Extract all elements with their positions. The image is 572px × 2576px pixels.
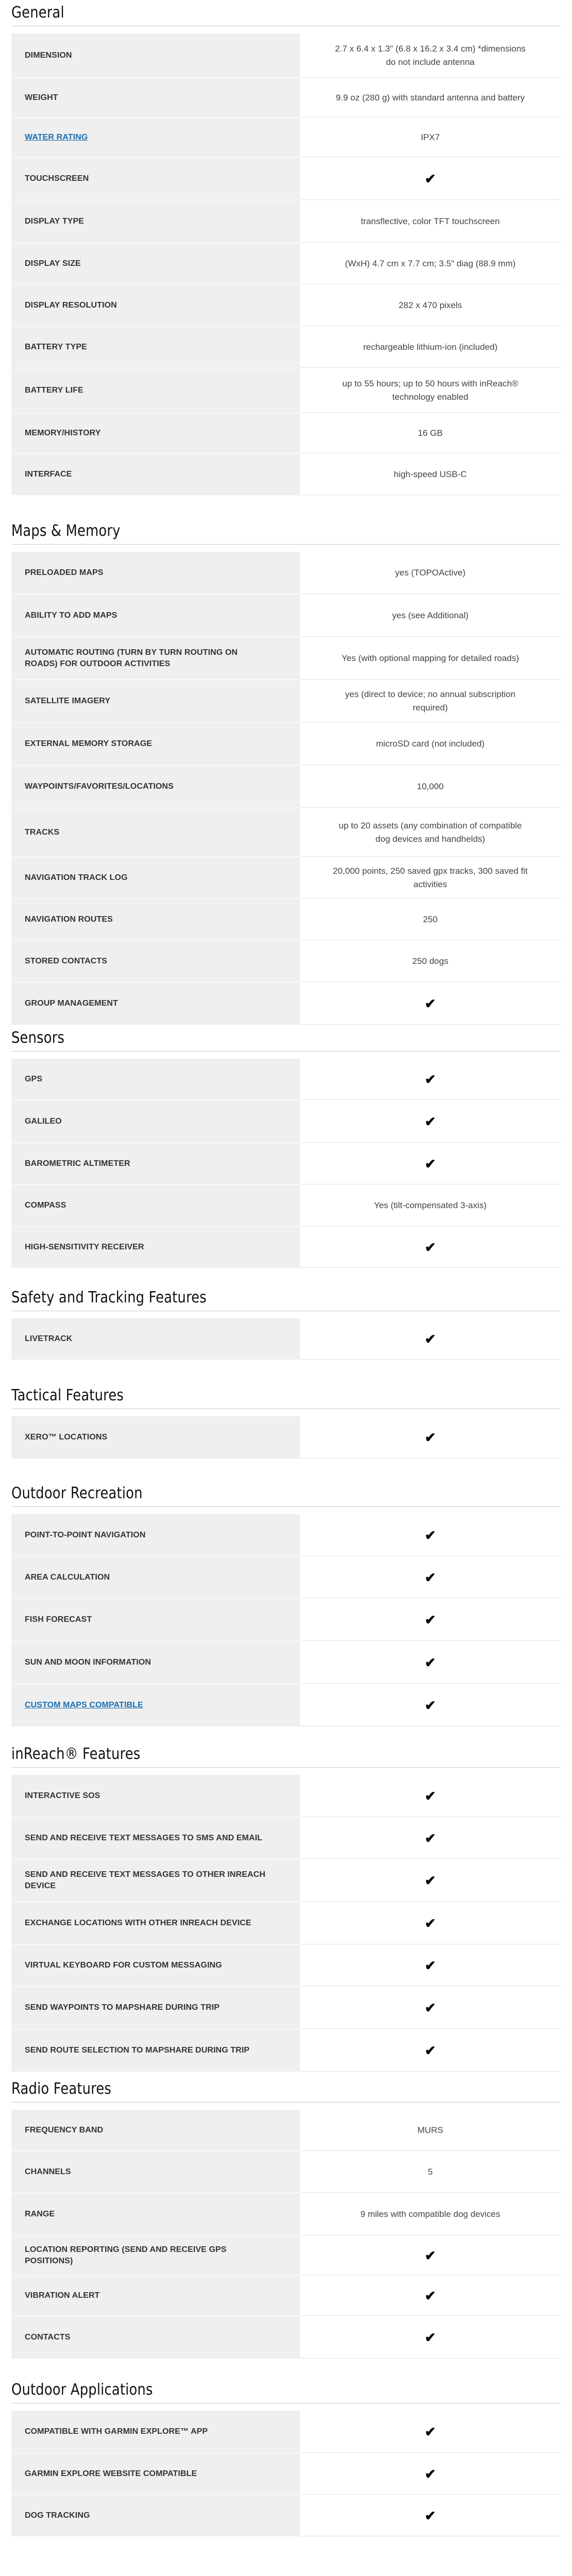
spec-label-text: WEIGHT — [25, 93, 58, 102]
spec-value — [300, 766, 561, 808]
spec-value-text: microSD card (not included) — [376, 738, 485, 749]
spec-label — [11, 1859, 300, 1902]
spec-section — [11, 1288, 561, 1360]
spec-label-text: DOG TRACKING — [25, 2511, 90, 2520]
spec-label — [11, 33, 300, 78]
section-divider — [11, 1506, 561, 1507]
checkmark-icon: ✔ — [425, 2287, 436, 2303]
spec-row — [11, 2411, 561, 2453]
spec-value-text: 9.9 oz (280 g) with standard antenna and battery — [335, 92, 525, 103]
spec-label-text: LIVETRACK — [25, 1334, 73, 1343]
spec-label-text: TRACKS — [25, 828, 60, 837]
checkmark-icon: ✔ — [425, 1872, 436, 1888]
section-title: Outdoor Applications — [11, 2381, 153, 2399]
spec-label — [11, 78, 300, 117]
spec-label — [11, 2316, 300, 2359]
spec-section — [11, 1744, 561, 2072]
spec-row — [11, 118, 561, 158]
spec-label-text: FISH FORECAST — [25, 1615, 92, 1624]
spec-value — [300, 158, 561, 200]
spec-label-text: ABILITY TO ADD MAPS — [25, 611, 117, 620]
spec-label — [11, 1100, 300, 1143]
checkmark-icon: ✔ — [425, 1156, 436, 1172]
checkmark-icon: ✔ — [425, 1239, 436, 1255]
spec-table — [11, 2110, 561, 2359]
spec-label — [11, 1641, 300, 1684]
spec-label-text: SEND AND RECEIVE TEXT MESSAGES TO OTHER INREACH DEVICE — [25, 1870, 265, 1890]
checkmark-icon: ✔ — [425, 1113, 436, 1129]
spec-label — [11, 1599, 300, 1641]
spec-value — [300, 33, 561, 78]
spec-value-text: 5 — [428, 2166, 433, 2177]
spec-row — [11, 1902, 561, 1945]
spec-label — [11, 1416, 300, 1459]
spec-table — [11, 1514, 561, 1727]
spec-value — [300, 2029, 561, 2072]
spec-value — [300, 118, 561, 157]
spec-value — [300, 368, 561, 413]
spec-row — [11, 595, 561, 637]
spec-label-text: VIRTUAL KEYBOARD FOR CUSTOM MESSAGING — [25, 1961, 222, 1970]
spec-row — [11, 1945, 561, 1987]
spec-label — [11, 1143, 300, 1184]
spec-value — [300, 285, 561, 326]
spec-row — [11, 368, 561, 413]
spec-row — [11, 899, 561, 941]
spec-row — [11, 2453, 561, 2495]
section-title: Sensors — [11, 1029, 65, 1047]
spec-value-text: high-speed USB-C — [394, 469, 467, 479]
section-title: Maps & Memory — [11, 522, 121, 540]
spec-value-text: yes (direct to device; no annual subscription required) — [345, 689, 516, 713]
spec-label — [11, 680, 300, 722]
spec-value — [300, 1557, 561, 1598]
checkmark-icon: ✔ — [425, 1071, 436, 1087]
spec-value — [300, 78, 561, 117]
spec-label — [11, 941, 300, 982]
spec-value — [300, 1902, 561, 1944]
spec-row — [11, 723, 561, 766]
spec-label-text: DIMENSION — [25, 51, 72, 60]
spec-label — [11, 857, 300, 899]
spec-value-text: 16 GB — [417, 428, 443, 438]
spec-label — [11, 1987, 300, 2029]
spec-row — [11, 1775, 561, 1818]
spec-row — [11, 1684, 561, 1727]
spec-row — [11, 1059, 561, 1100]
spec-row — [11, 454, 561, 496]
spec-label-text: NAVIGATION ROUTES — [25, 915, 113, 924]
spec-row — [11, 808, 561, 857]
spec-label-link[interactable]: CUSTOM MAPS COMPATIBLE — [25, 1701, 143, 1709]
spec-value — [300, 1641, 561, 1684]
spec-value — [300, 982, 561, 1025]
spec-row — [11, 327, 561, 368]
spec-value — [300, 1684, 561, 1726]
spec-value — [300, 1775, 561, 1817]
spec-label — [11, 454, 300, 495]
spec-section — [11, 521, 561, 1025]
spec-value — [300, 723, 561, 765]
spec-label — [11, 1227, 300, 1268]
spec-label — [11, 1945, 300, 1986]
spec-label-text: HIGH-SENSITIVITY RECEIVER — [25, 1243, 144, 1251]
spec-label-text: VIBRATION ALERT — [25, 2291, 100, 2300]
spec-row — [11, 78, 561, 118]
spec-value — [300, 2110, 561, 2151]
checkmark-icon: ✔ — [425, 995, 436, 1011]
spec-label-text: GROUP MANAGEMENT — [25, 999, 118, 1008]
spec-value — [300, 1100, 561, 1143]
spec-value — [300, 680, 561, 722]
spec-label — [11, 2453, 300, 2495]
spec-label-text: DISPLAY SIZE — [25, 259, 81, 268]
spec-row — [11, 413, 561, 454]
spec-label-text: WAYPOINTS/FAVORITES/LOCATIONS — [25, 782, 174, 791]
spec-value-text: up to 55 hours; up to 50 hours with inReach® technology enabled — [342, 378, 518, 402]
section-title: Tactical Features — [11, 1386, 124, 1404]
spec-value-text: 250 — [423, 914, 438, 924]
spec-label — [11, 243, 300, 284]
spec-label-text: DISPLAY TYPE — [25, 217, 85, 226]
spec-label-text: GARMIN EXPLORE WEBSITE COMPATIBLE — [25, 2469, 197, 2478]
spec-label-text: STORED CONTACTS — [25, 957, 108, 965]
spec-row — [11, 1227, 561, 1268]
spec-value-text: (WxH) 4.7 cm x 7.7 cm; 3.5" diag (88.9 mm) — [345, 258, 516, 268]
section-title: inReach® Features — [11, 1745, 141, 1763]
spec-label-text: SEND ROUTE SELECTION TO MAPSHARE DURING TRIP — [25, 2046, 250, 2055]
spec-label — [11, 368, 300, 413]
spec-label-text: AREA CALCULATION — [25, 1573, 110, 1582]
spec-value — [300, 857, 561, 899]
spec-label-text: COMPATIBLE WITH GARMIN EXPLORE™ APP — [25, 2427, 208, 2436]
spec-label — [11, 1514, 300, 1556]
spec-value-text: 20,000 points, 250 saved gpx tracks, 300 saved fit activities — [332, 866, 528, 889]
section-divider — [11, 1051, 561, 1052]
spec-table — [11, 33, 561, 496]
spec-row — [11, 1514, 561, 1557]
spec-label — [11, 1185, 300, 1226]
spec-label-text: INTERACTIVE SOS — [25, 1791, 100, 1800]
spec-value — [300, 1059, 561, 1100]
spec-row — [11, 2029, 561, 2072]
checkmark-icon: ✔ — [425, 1612, 436, 1628]
spec-row — [11, 2276, 561, 2316]
checkmark-icon: ✔ — [425, 2329, 436, 2345]
checkmark-icon: ✔ — [425, 2247, 436, 2263]
spec-label-text: RANGE — [25, 2210, 55, 2218]
spec-table — [11, 1318, 561, 1360]
spec-label — [11, 766, 300, 808]
spec-label-text: FREQUENCY BAND — [25, 2126, 104, 2134]
spec-row — [11, 243, 561, 285]
spec-label-text: CONTACTS — [25, 2333, 71, 2342]
spec-row — [11, 1599, 561, 1641]
spec-table — [11, 552, 561, 1025]
spec-label-text: EXTERNAL MEMORY STORAGE — [25, 739, 153, 748]
spec-value — [300, 1599, 561, 1641]
spec-label — [11, 2193, 300, 2235]
spec-value — [300, 2276, 561, 2316]
spec-value — [300, 2236, 561, 2275]
spec-label — [11, 2236, 300, 2275]
spec-value — [300, 637, 561, 680]
spec-label-text: GPS — [25, 1075, 43, 1083]
spec-label-text: GALILEO — [25, 1117, 62, 1126]
spec-value-text: transflective, color TFT touchscreen — [361, 216, 500, 226]
spec-label — [11, 1684, 300, 1726]
spec-row — [11, 941, 561, 982]
checkmark-icon: ✔ — [425, 1331, 436, 1347]
spec-label-text: SATELLITE IMAGERY — [25, 697, 111, 705]
spec-label-text: POINT-TO-POINT NAVIGATION — [25, 1531, 146, 1539]
section-title: General — [11, 4, 64, 22]
spec-table — [11, 1775, 561, 2072]
spec-label — [11, 1318, 300, 1360]
spec-label — [11, 1818, 300, 1859]
section-divider — [11, 544, 561, 545]
spec-value-text: 2.7 x 6.4 x 1.3" (6.8 x 16.2 x 3.4 cm) *dimensions do not include antenna — [335, 43, 526, 67]
checkmark-icon: ✔ — [425, 1429, 436, 1445]
spec-row — [11, 766, 561, 808]
spec-label-text: DISPLAY RESOLUTION — [25, 301, 117, 310]
spec-label-text: LOCATION REPORTING (SEND AND RECEIVE GPS POSITIONS) — [25, 2245, 227, 2265]
spec-value — [300, 595, 561, 637]
spec-label — [11, 637, 300, 680]
spec-value — [300, 2193, 561, 2235]
spec-label-text: SUN AND MOON INFORMATION — [25, 1658, 152, 1667]
spec-label-text: BATTERY TYPE — [25, 343, 87, 351]
spec-label-text: INTERFACE — [25, 470, 72, 479]
spec-row — [11, 1100, 561, 1143]
checkmark-icon: ✔ — [425, 2507, 436, 2523]
spec-row — [11, 1557, 561, 1599]
spec-label-text: EXCHANGE LOCATIONS WITH OTHER INREACH DEVICE — [25, 1919, 251, 1927]
spec-label — [11, 2151, 300, 2193]
spec-value — [300, 1987, 561, 2029]
section-divider — [11, 1767, 561, 1768]
section-title: Safety and Tracking Features — [11, 1289, 207, 1307]
spec-value — [300, 2495, 561, 2536]
spec-row — [11, 285, 561, 327]
spec-label — [11, 1775, 300, 1817]
spec-value — [300, 1514, 561, 1556]
spec-value-text: yes (see Additional) — [392, 610, 469, 620]
spec-label — [11, 2495, 300, 2536]
spec-value — [300, 454, 561, 495]
spec-label — [11, 2411, 300, 2453]
spec-label-text: TOUCHSCREEN — [25, 174, 89, 183]
spec-row — [11, 680, 561, 723]
spec-value-text: Yes (tilt-compensated 3-axis) — [374, 1200, 487, 1210]
spec-label-text: SEND AND RECEIVE TEXT MESSAGES TO SMS AND EMAIL — [25, 1834, 263, 1842]
spec-row — [11, 2316, 561, 2359]
spec-label — [11, 982, 300, 1025]
spec-row — [11, 2151, 561, 2193]
section-title: Radio Features — [11, 2080, 112, 2098]
spec-value — [300, 1143, 561, 1184]
checkmark-icon: ✔ — [425, 1527, 436, 1543]
spec-value — [300, 243, 561, 284]
spec-label — [11, 899, 300, 940]
spec-label-text: BATTERY LIFE — [25, 386, 83, 395]
spec-value — [300, 2151, 561, 2193]
spec-section — [11, 3, 561, 496]
spec-section — [11, 2380, 561, 2537]
checkmark-icon: ✔ — [425, 1999, 436, 2015]
checkmark-icon: ✔ — [425, 1654, 436, 1670]
spec-value — [300, 327, 561, 368]
spec-row — [11, 1143, 561, 1185]
spec-label — [11, 413, 300, 453]
spec-section — [11, 1484, 561, 1727]
checkmark-icon: ✔ — [425, 2042, 436, 2058]
section-divider — [11, 2102, 561, 2103]
checkmark-icon: ✔ — [425, 1915, 436, 1931]
spec-label — [11, 595, 300, 637]
spec-row — [11, 637, 561, 680]
spec-label — [11, 2029, 300, 2072]
spec-label — [11, 2110, 300, 2151]
spec-label — [11, 1902, 300, 1944]
checkmark-icon: ✔ — [425, 1830, 436, 1846]
spec-row — [11, 33, 561, 78]
spec-value-text: 250 dogs — [412, 956, 448, 966]
spec-label-text: XERO™ LOCATIONS — [25, 1433, 108, 1442]
spec-section — [11, 1386, 561, 1459]
spec-value-text: 282 x 470 pixels — [398, 300, 462, 310]
spec-value — [300, 1416, 561, 1459]
spec-label — [11, 1059, 300, 1100]
spec-value — [300, 1945, 561, 1986]
spec-value — [300, 413, 561, 453]
spec-row — [11, 857, 561, 899]
spec-label — [11, 158, 300, 200]
spec-label — [11, 285, 300, 326]
spec-row — [11, 158, 561, 200]
spec-row — [11, 552, 561, 595]
spec-label-text: SEND WAYPOINTS TO MAPSHARE DURING TRIP — [25, 2003, 220, 2012]
spec-row — [11, 200, 561, 243]
spec-value-text: 10,000 — [417, 781, 444, 791]
spec-value-text: yes (TOPOActive) — [395, 567, 466, 578]
spec-value — [300, 899, 561, 940]
spec-row — [11, 1185, 561, 1227]
spec-section — [11, 2079, 561, 2359]
spec-label — [11, 1557, 300, 1598]
spec-value — [300, 1185, 561, 1226]
spec-label — [11, 552, 300, 594]
spec-label-text: COMPASS — [25, 1201, 66, 1210]
spec-label-text: CHANNELS — [25, 2167, 71, 2176]
spec-value — [300, 1859, 561, 1902]
checkmark-icon: ✔ — [425, 1788, 436, 1804]
spec-label-text: PRELOADED MAPS — [25, 568, 104, 577]
spec-row — [11, 1987, 561, 2029]
checkmark-icon: ✔ — [425, 1957, 436, 1973]
spec-row — [11, 1641, 561, 1684]
spec-value-text: rechargeable lithium-ion (included) — [363, 342, 498, 352]
spec-value — [300, 552, 561, 594]
spec-value-text: 9 miles with compatible dog devices — [360, 2209, 500, 2219]
spec-value — [300, 1818, 561, 1859]
spec-label — [11, 200, 300, 243]
spec-value-text: IPX7 — [420, 132, 440, 142]
spec-table — [11, 1416, 561, 1459]
spec-label-text: AUTOMATIC ROUTING (TURN BY TURN ROUTING ON ROADS) FOR OUTDOOR ACTIVITIES — [25, 648, 238, 668]
spec-label-text: NAVIGATION TRACK LOG — [25, 873, 128, 882]
spec-value-text: Yes (with optional mapping for detailed roads) — [341, 653, 519, 663]
spec-row — [11, 982, 561, 1025]
spec-row — [11, 1318, 561, 1360]
spec-label — [11, 118, 300, 157]
spec-section — [11, 1028, 561, 1268]
section-title: Outdoor Recreation — [11, 1484, 143, 1502]
checkmark-icon: ✔ — [425, 1569, 436, 1585]
spec-label-text: MEMORY/HISTORY — [25, 429, 101, 437]
spec-value — [300, 941, 561, 982]
spec-row — [11, 1859, 561, 1902]
checkmark-icon: ✔ — [425, 1697, 436, 1713]
spec-row — [11, 2236, 561, 2276]
spec-value-text: MURS — [417, 2125, 444, 2135]
spec-value-text: up to 20 assets (any combination of compatible dog devices and handhelds) — [339, 820, 522, 844]
spec-row — [11, 1416, 561, 1459]
spec-table — [11, 1059, 561, 1268]
spec-value — [300, 200, 561, 243]
spec-value — [300, 1227, 561, 1268]
spec-label — [11, 327, 300, 368]
spec-label-link[interactable]: WATER RATING — [25, 133, 88, 142]
checkmark-icon: ✔ — [425, 2466, 436, 2482]
spec-value — [300, 2411, 561, 2453]
spec-label — [11, 2276, 300, 2316]
spec-row — [11, 2110, 561, 2151]
spec-row — [11, 2495, 561, 2537]
spec-value — [300, 2453, 561, 2495]
checkmark-icon: ✔ — [425, 171, 436, 187]
spec-label — [11, 723, 300, 765]
spec-table — [11, 2411, 561, 2537]
spec-label-text: BAROMETRIC ALTIMETER — [25, 1159, 130, 1168]
spec-value — [300, 2316, 561, 2359]
checkmark-icon: ✔ — [425, 2424, 436, 2439]
spec-value — [300, 1318, 561, 1360]
spec-value — [300, 808, 561, 857]
spec-row — [11, 1818, 561, 1859]
spec-row — [11, 2193, 561, 2236]
spec-label — [11, 808, 300, 857]
